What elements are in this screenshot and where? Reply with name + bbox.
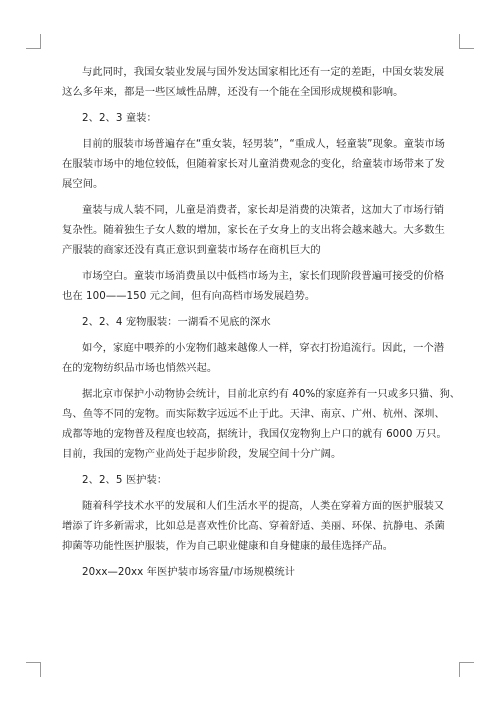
text-line: 展空间。 [62,178,104,190]
text-line: 2、2、4 宠物服装：一湖看不见底的深水 [82,316,271,328]
crop-mark-top-right [459,34,474,49]
text-line: 在服装市场中的地位较低，但随着家长对儿童消费观念的变化，给童装市场带来了发 [62,158,445,170]
text-line: 复杂性。随着独生子女人数的增加，家长在子女身上的支出将会越来越大。大多数生 [62,224,445,236]
text-line: 20xx—20xx 年医护装市场容量/市场规模统计 [82,566,296,578]
text-line: 这么多年来，都是一些区域性品牌，还没有一个能在全国形成规模和影响。 [62,86,404,98]
document-body [62,62,461,582]
text-line: 产服装的商家还没有真正意识到童装市场存在商机巨大的 [62,244,321,256]
text-line: 与此同时，我国女装业发展与国外发达国家相比还有一定的差距，中国女装发展 [82,66,445,78]
crop-mark-bottom-left [26,662,41,677]
text-line: 如今，家庭中喂养的小宠物们越来越像人一样，穿衣打扮追流行。因此，一个潜 [82,342,445,354]
crop-mark-top-left [26,34,41,49]
text-line: 2、2、3 童装： [82,112,157,124]
text-line: 随着科学技术水平的发展和人们生活水平的提高，人类在穿着方面的医护服装又 [82,500,445,512]
text-line: 市场空白。童装市场消费虽以中低档市场为主，家长们现阶段普遍可接受的价格 [82,270,445,282]
text-line: 也在 100——150 元之间，但有向高档市场发展趋势。 [62,290,316,302]
text-line: 2、2、5 医护装： [82,474,168,486]
text-line: 成都等地的宠物普及程度也较高，据统计，我国仅宠物狗上户口的就有 6000 万只。 [62,428,447,440]
text-line: 童装与成人装不同，儿童是消费者，家长却是消费的决策者，这加大了市场行销 [82,204,445,216]
text-line: 在的宠物纺织品市场也悄然兴起。 [62,362,218,374]
text-line: 据北京市保护小动物协会统计，目前北京约有 40%的家庭养有一只或多只猫、狗、 [82,388,461,400]
text-line: 目前，我国的宠物产业尚处于起步阶段，发展空间十分广阔。 [62,448,342,460]
text-line: 增添了许多新需求，比如总是喜欢性价比高、穿着舒适、美丽、环保、抗静电、杀菌 [62,520,445,532]
text-line: 鸟、鱼等不同的宠物。而实际数字远远不止于此。天津、南京、广州、杭州、深圳、 [62,408,445,420]
text-line: 抑菌等功能性医护服装，作为自己职业健康和自身健康的最佳选择产品。 [62,540,394,552]
crop-mark-bottom-right [459,662,474,677]
text-line: 目前的服装市场普遍存在“重女装，轻男装”，“重成人，轻童装”现象。童装市场 [82,138,445,150]
